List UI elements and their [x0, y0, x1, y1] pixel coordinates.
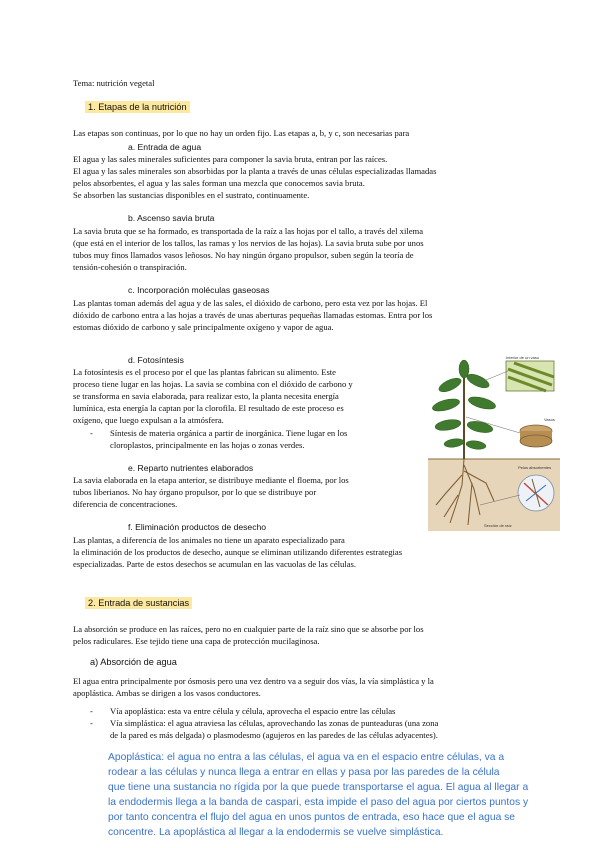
paragraph-line: tubos muy finos llamados vasos leñosos. No hay ningún órgano propulsor, suben según la teoría de — [73, 250, 414, 260]
paragraph-line: apoplástica. Ambas se dirigen a los vasos conductores. — [73, 688, 261, 698]
paragraph-line: Las plantas toman además del agua y de las sales, el dióxido de carbono, pero esta vez por las hojas. El — [73, 298, 428, 308]
paragraph-line: tensión-cohesión o transpiración. — [73, 262, 187, 272]
topic-line: Tema: nutrición vegetal — [73, 78, 155, 88]
paragraph-line: La savia elaborada en la etapa anterior, se distribuye mediante el floema, por los — [73, 475, 349, 485]
subsection-f-title: f. Eliminación productos de desecho — [128, 522, 267, 532]
paragraph-line: La absorción se produce en las raíces, pero no en cualquier parte de la raíz sino que se absorbe por los — [73, 624, 424, 634]
bullet-line: cloroplastos, principalmente en las hojas o zonas verdes. — [110, 440, 305, 450]
label-root-section: Sección de raíz — [484, 523, 512, 528]
section-1-intro: Las etapas son continuas, por lo que no hay un orden fijo. Las etapas a, b, y c, son necesarias para — [73, 128, 410, 138]
root-hair-inset — [518, 475, 554, 511]
subsection-e-title: e. Reparto nutrientes elaborados — [128, 463, 254, 473]
subsection-d-title: d. Fotosíntesis — [128, 355, 184, 365]
label-vessel-interior: Interior de un vaso — [506, 355, 540, 360]
paragraph-line: se transforma en savia elaborada, para realizar esto, la planta necesita energía — [73, 391, 339, 401]
note-line: concentre. La apoplástica al llegar a la endodermis se vuelve simplástica. — [108, 827, 444, 838]
plant-diagram-svg — [428, 355, 560, 531]
paragraph-line: Se absorben las sustancias disponibles en el sustrato, continuamente. — [73, 190, 310, 200]
bullet-dash: - — [90, 428, 93, 438]
label-vessels: Vasos — [544, 417, 555, 422]
bullet-line: de la pared es más delgada) o plasmodesmo (agujeros en las paredes de las células adyacentes). — [110, 730, 438, 740]
bullet-line: Vía apoplástica: esta va entre célula y célula, aprovecha el espacio entre las células — [110, 706, 396, 716]
bullet-line: Síntesis de materia orgánica a partir de inorgánica. Tiene lugar en los — [110, 428, 348, 438]
plant-nutrition-illustration — [428, 355, 560, 531]
paragraph-line: diferencia de concentraciones. — [73, 499, 178, 509]
bullet-dash: - — [90, 706, 93, 716]
paragraph-line: pelos absorbentes, el agua y las sales forman una mezcla que conocemos savia bruta. — [73, 178, 365, 188]
paragraph-line: dióxido de carbono entra a las hojas a través de unas aberturas pequeñas llamadas estomas. Entra por los — [73, 310, 433, 320]
paragraph-line: estomas dióxido de carbono y sale principalmente oxígeno y vapor de agua. — [73, 322, 334, 332]
paragraph-line: tubos liberianos. No hay órgano propulsor, por lo que se distribuye por — [73, 487, 317, 497]
note-line: por tanto concentra el flujo del agua en unos puntos de entrada, eso hace que el agua se — [108, 812, 516, 823]
note-line: rodear a las células y nunca llega a entrar en ellas y pasa por las paredes de la célula — [108, 767, 500, 778]
bullet-line: Vía simplástica: el agua atraviesa las células, aprovechando las zonas de punteaduras (una zona — [110, 718, 439, 728]
paragraph-line: Las plantas, a diferencia de los animales no tiene un aparato especializado para — [73, 535, 345, 545]
note-line: Apoplástica: el agua no entra a las células, el agua va en el espacio entre células, va a — [108, 752, 505, 763]
paragraph-line: El agua y las sales minerales suficientes para componer la savia bruta, entran por las raíces. — [73, 154, 388, 164]
paragraph-line: El agua entra principalmente por ósmosis pero una vez dentro va a seguir dos vías, la vía simplástica y la — [73, 676, 434, 686]
paragraph-line: la eliminación de los productos de desecho, aunque se eliminan utilizando diferentes estrategias — [73, 547, 403, 557]
label-root-hairs: Pelos absorbentes — [518, 465, 552, 470]
subsection-absorption-title: a) Absorción de agua — [90, 657, 177, 667]
section-2-title: 2. Entrada de sustancias — [85, 597, 192, 609]
paragraph-line: especializadas. Parte de estos desechos se acumulan en las vacuolas de las células. — [73, 559, 357, 569]
paragraph-line: La savia bruta que se ha formado, es transportada de la raíz a las hojas por el tallo, a través del xilema — [73, 226, 424, 236]
note-line: que tiene una sustancia no rígida por la que puede transportarse el agua. El agua al llegar a — [108, 782, 529, 793]
paragraph-line: (que está en el interior de los tallos, las ramas y los nervios de las hojas). La savia bruta sube por unos — [73, 238, 424, 248]
vessel-inset — [506, 361, 554, 391]
paragraph-line: lumínica, esta energía la captan por la clorofila. El resultado de este proceso es — [73, 403, 344, 413]
note-line: la endodermis llega a la banda de caspari, esta impide el paso del agua por ciertos puntos y — [108, 797, 529, 808]
paragraph-line: pelos radiculares. Ese tejido tiene una capa de protección mucilaginosa. — [73, 636, 320, 646]
bullet-dash: - — [90, 718, 93, 728]
paragraph-line: oxígeno, que luego expulsan a la atmósfera. — [73, 415, 224, 425]
subsection-c-title: c. Incorporación moléculas gaseosas — [128, 285, 270, 295]
paragraph-line: proceso tiene lugar en las hojas. La savia se combina con el dióxido de carbono y — [73, 379, 353, 389]
stem-section-inset — [520, 425, 552, 447]
paragraph-line: El agua y las sales minerales son absorbidas por la planta a través de unas células especializadas llamadas — [73, 166, 437, 176]
section-1-title: 1. Etapas de la nutrición — [85, 101, 190, 113]
subsection-a-title: a. Entrada de agua — [128, 142, 202, 152]
subsection-b-title: b. Ascenso savia bruta — [128, 213, 215, 223]
paragraph-line: La fotosíntesis es el proceso por el que las plantas fabrican su alimento. Este — [73, 367, 336, 377]
